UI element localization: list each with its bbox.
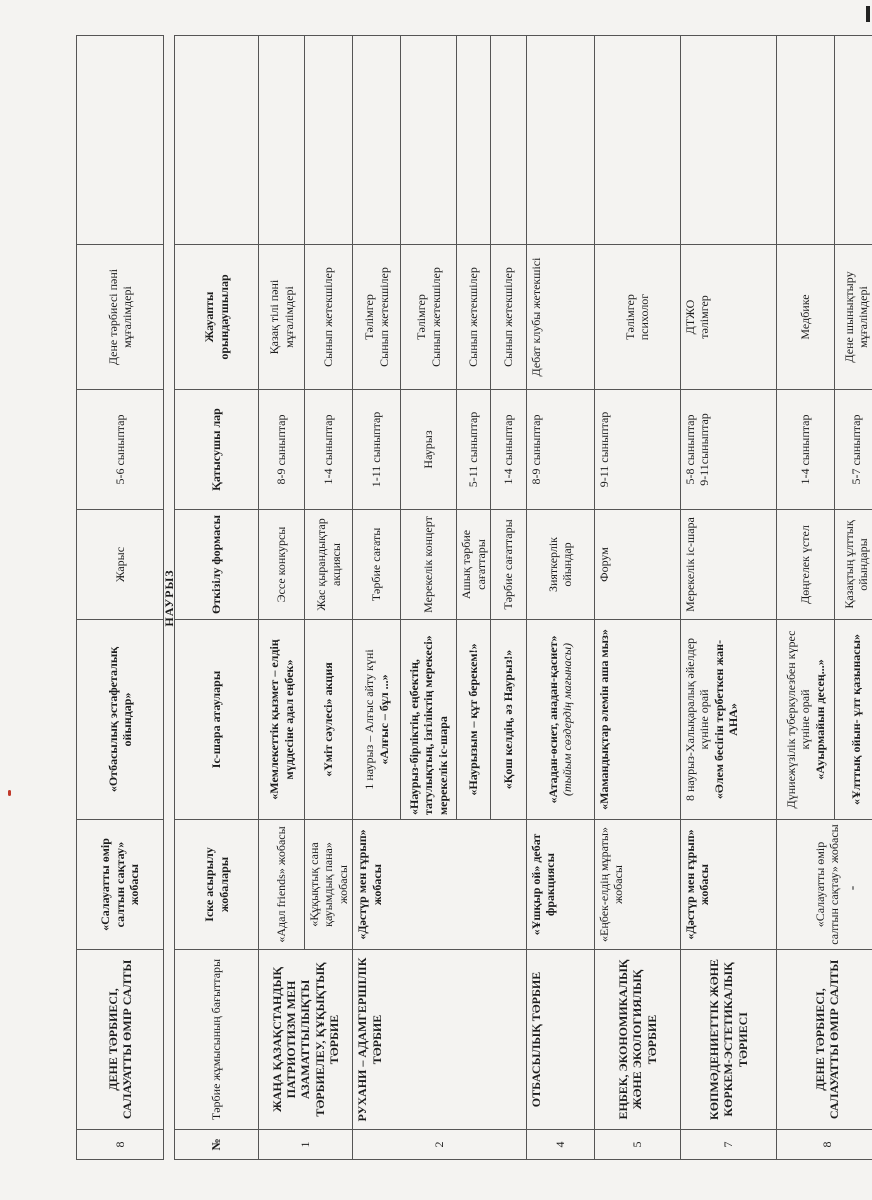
event-line: 8 наурыз-Халықаралық әйелдер күніне орай <box>682 637 712 802</box>
event-line: 1 наурыз – Алғыс айту күні <box>362 649 377 790</box>
event-cell: «Мамандықтар әлемін аша мыз» <box>594 620 680 820</box>
empty-cell <box>353 36 401 245</box>
responsible-line: Тәлімгер <box>414 294 429 340</box>
row-number: 8 <box>776 1130 872 1160</box>
table-row <box>680 36 776 1160</box>
responsible-line: ДТЖО <box>682 299 697 335</box>
empty-cell <box>77 36 164 245</box>
responsible-cell <box>680 245 776 390</box>
project-cell: «Ұшқыр ой» дебат фракциясы <box>526 820 594 950</box>
month-title: НАУРЫЗ <box>162 569 176 627</box>
participants-line: 9-11сыныптар <box>697 413 712 486</box>
event-cell: «Отбасылық эстафеталық ойындар» <box>77 620 164 820</box>
row-number: 4 <box>526 1130 594 1160</box>
form-cell: Жас қырандықтар акциясы <box>305 510 353 620</box>
form-cell: Тәрбие сағаты <box>353 510 401 620</box>
empty-cell <box>175 36 259 245</box>
form-cell: Мерекелік іс-шара <box>680 510 776 620</box>
participants-cell: 5-7 сыныптар <box>834 390 872 510</box>
direction-cell: ДЕНЕ ТӘРБИЕСІ, САЛАУАТТЫ ӨМІР САЛТЫ <box>77 950 164 1130</box>
event-cell: «Наурызым – құт берекем!» <box>457 620 491 820</box>
project-cell: «Еңбек-елдің мұраты» жобасы <box>594 820 680 950</box>
header-project: Іске асырылу жобалары <box>175 820 259 950</box>
table-row <box>77 36 164 1160</box>
direction-cell: ДЕНЕ ТӘРБИЕСІ, САЛАУАТТЫ ӨМІР САЛТЫ <box>776 950 872 1130</box>
responsible-cell: Дебат клубы жетекшісі <box>526 245 594 390</box>
empty-cell <box>259 36 305 245</box>
responsible-line: Сынып жетекшілер <box>376 267 391 367</box>
participants-cell: Наурыз <box>401 390 457 510</box>
form-cell: Эссе конкурсы <box>259 510 305 620</box>
responsible-cell: Дене тәрбиесі пәні мұғалімдері <box>77 245 164 390</box>
form-cell: Тәрбие сағаттары <box>490 510 526 620</box>
event-line: «Алғыс – бұл ...» <box>376 674 391 765</box>
row-number: 2 <box>353 1130 527 1160</box>
project-cell: «Дәстүр мен ғұрып» жобасы <box>680 820 776 950</box>
header-form: Өткізілу формасы <box>175 510 259 620</box>
table-row <box>526 36 594 1160</box>
event-line: Дүниежүзілік туберкулезбен күрес күніне орай <box>783 630 813 809</box>
direction-cell: РУХАНИ – АДАМГЕРШІЛІК ТӘРБИЕ <box>353 950 527 1130</box>
event-line: «Әлем бесігін тербеткен жан-АНА» <box>711 639 741 800</box>
responsible-cell: Сынып жетекшілер <box>305 245 353 390</box>
empty-cell <box>834 36 872 245</box>
participants-cell: 9-11 сыныптар <box>594 390 680 510</box>
event-cell <box>776 620 834 820</box>
header-responsible: Жауапты орындаушылар <box>175 245 259 390</box>
header-row <box>175 36 259 1160</box>
project-cell: «Құқықтық сана қауымдық пана» жобасы <box>305 820 353 950</box>
header-participants: Қатысушы лар <box>175 390 259 510</box>
form-cell: Қазақтың ұлттық ойындары <box>834 510 872 620</box>
row-number: 5 <box>594 1130 680 1160</box>
event-cell: «Қош келдің, әз Наурыз!» <box>490 620 526 820</box>
event-line: «Атадан-өсиет, анадан-қасиет» <box>546 635 561 804</box>
event-cell <box>353 620 401 820</box>
project-cell: «Салауатты өмір салтын сақтау» жобасы <box>77 820 164 950</box>
empty-cell <box>401 36 457 245</box>
row-number: 1 <box>259 1130 353 1160</box>
responsible-line: Тәлімгер <box>623 294 638 340</box>
form-cell: Форум <box>594 510 680 620</box>
form-cell: Зияткерлік ойындар <box>526 510 594 620</box>
row-number: 7 <box>680 1130 776 1160</box>
participants-cell: 1-4 сыныптар <box>490 390 526 510</box>
responsible-cell <box>353 245 401 390</box>
responsible-cell: Медбике <box>776 245 834 390</box>
table-row <box>259 36 305 1160</box>
event-cell <box>526 620 594 820</box>
empty-cell <box>490 36 526 245</box>
march-plan-table <box>174 35 872 1160</box>
responsible-line: Сынып жетекшілер <box>428 267 443 367</box>
form-cell: Мерекелік концерт <box>401 510 457 620</box>
header-event: Іс-шара атаулары <box>175 620 259 820</box>
table-row <box>594 36 680 1160</box>
participants-cell: 1-4 сыныптар <box>305 390 353 510</box>
participants-cell <box>680 390 776 510</box>
direction-cell: ОТБАСЫЛЫҚ ТӘРБИЕ <box>526 950 594 1130</box>
form-cell: Дөңгелек үстел <box>776 510 834 620</box>
responsible-cell <box>594 245 680 390</box>
event-cell: «Наурыз-бірліктің, еңбектің, татулықтың, ізгіліктің мерекесі» мерекелік іс-шара <box>401 620 457 820</box>
participants-cell: 5-11 сыныптар <box>457 390 491 510</box>
direction-cell: ЕҢБЕК, ЭКОНОМИКАЛЫҚ ЖӘНЕ ЭКОЛОГИЯЛЫҚ ТӘРБИЕ <box>594 950 680 1130</box>
previous-month-table <box>76 35 164 1160</box>
participants-cell: 5-6 сыныптар <box>77 390 164 510</box>
project-cell: «Дәстүр мен ғұрып» жобасы <box>353 820 527 950</box>
direction-cell: КӨПМӘДЕНИЕТТІК ЖӘНЕ КӨРКЕМ-ЭСТЕТИКАЛЫҚ ТӘРИЕСІ <box>680 950 776 1130</box>
participants-line: 5-8 сыныптар <box>682 414 697 485</box>
responsible-line: психолог <box>637 293 652 341</box>
responsible-cell: Сынып жетекшілер <box>490 245 526 390</box>
event-note: (тыйым сөздердің мағынасы) <box>560 642 575 797</box>
table-row <box>353 36 401 1160</box>
direction-cell: ЖАҢА ҚАЗАҚСТАНДЫҚ ПАТРИОТИЗМ МЕН АЗАМАТТЫЛЫҚТЫ ТӘРБИЕЛЕУ, ҚҰҚЫҚТЫҚ ТӘРБИЕ <box>259 950 353 1130</box>
participants-cell: 8-9 сыныптар <box>259 390 305 510</box>
row-number: 8 <box>77 1130 164 1160</box>
participants-cell: 1-11 сыныптар <box>353 390 401 510</box>
form-cell: Жарыс <box>77 510 164 620</box>
empty-cell <box>594 36 680 245</box>
event-cell: «Ұлттық ойын- ұлт қазынасы» <box>834 620 872 820</box>
empty-cell <box>305 36 353 245</box>
event-cell: «Мемлекеттік қызмет – елдің мүддесіне адал еңбек» <box>259 620 305 820</box>
empty-cell <box>526 36 594 245</box>
header-direction: Тәрбие жұмысының бағыттары <box>175 950 259 1130</box>
responsible-cell: Сынып жетекшілер <box>457 245 491 390</box>
project-cell: «Салауатты өмір салтын сақтау» жобасы <box>776 820 872 950</box>
event-cell: «Үміт сәулесі» акция <box>305 620 353 820</box>
responsible-line: тәлімгер <box>697 295 712 339</box>
form-cell: Ашық тәрбие сағаттары <box>457 510 491 620</box>
header-num: № <box>175 1130 259 1160</box>
participants-cell: 8-9 сыныптар <box>526 390 594 510</box>
empty-cell <box>680 36 776 245</box>
empty-cell <box>457 36 491 245</box>
participants-cell: 1-4 сыныптар <box>776 390 834 510</box>
responsible-cell: Дене шынықтыру мұғалімдері <box>834 245 872 390</box>
event-line: «Ауырмайын десең...» <box>812 659 827 780</box>
empty-cell <box>776 36 834 245</box>
responsible-cell: Қазақ тілі пәні мұғалімдері <box>259 245 305 390</box>
event-cell <box>680 620 776 820</box>
table-row <box>776 36 834 1160</box>
project-cell: «Адал friends» жобасы <box>259 820 305 950</box>
responsible-cell <box>401 245 457 390</box>
responsible-line: Тәлімгер <box>362 294 377 340</box>
